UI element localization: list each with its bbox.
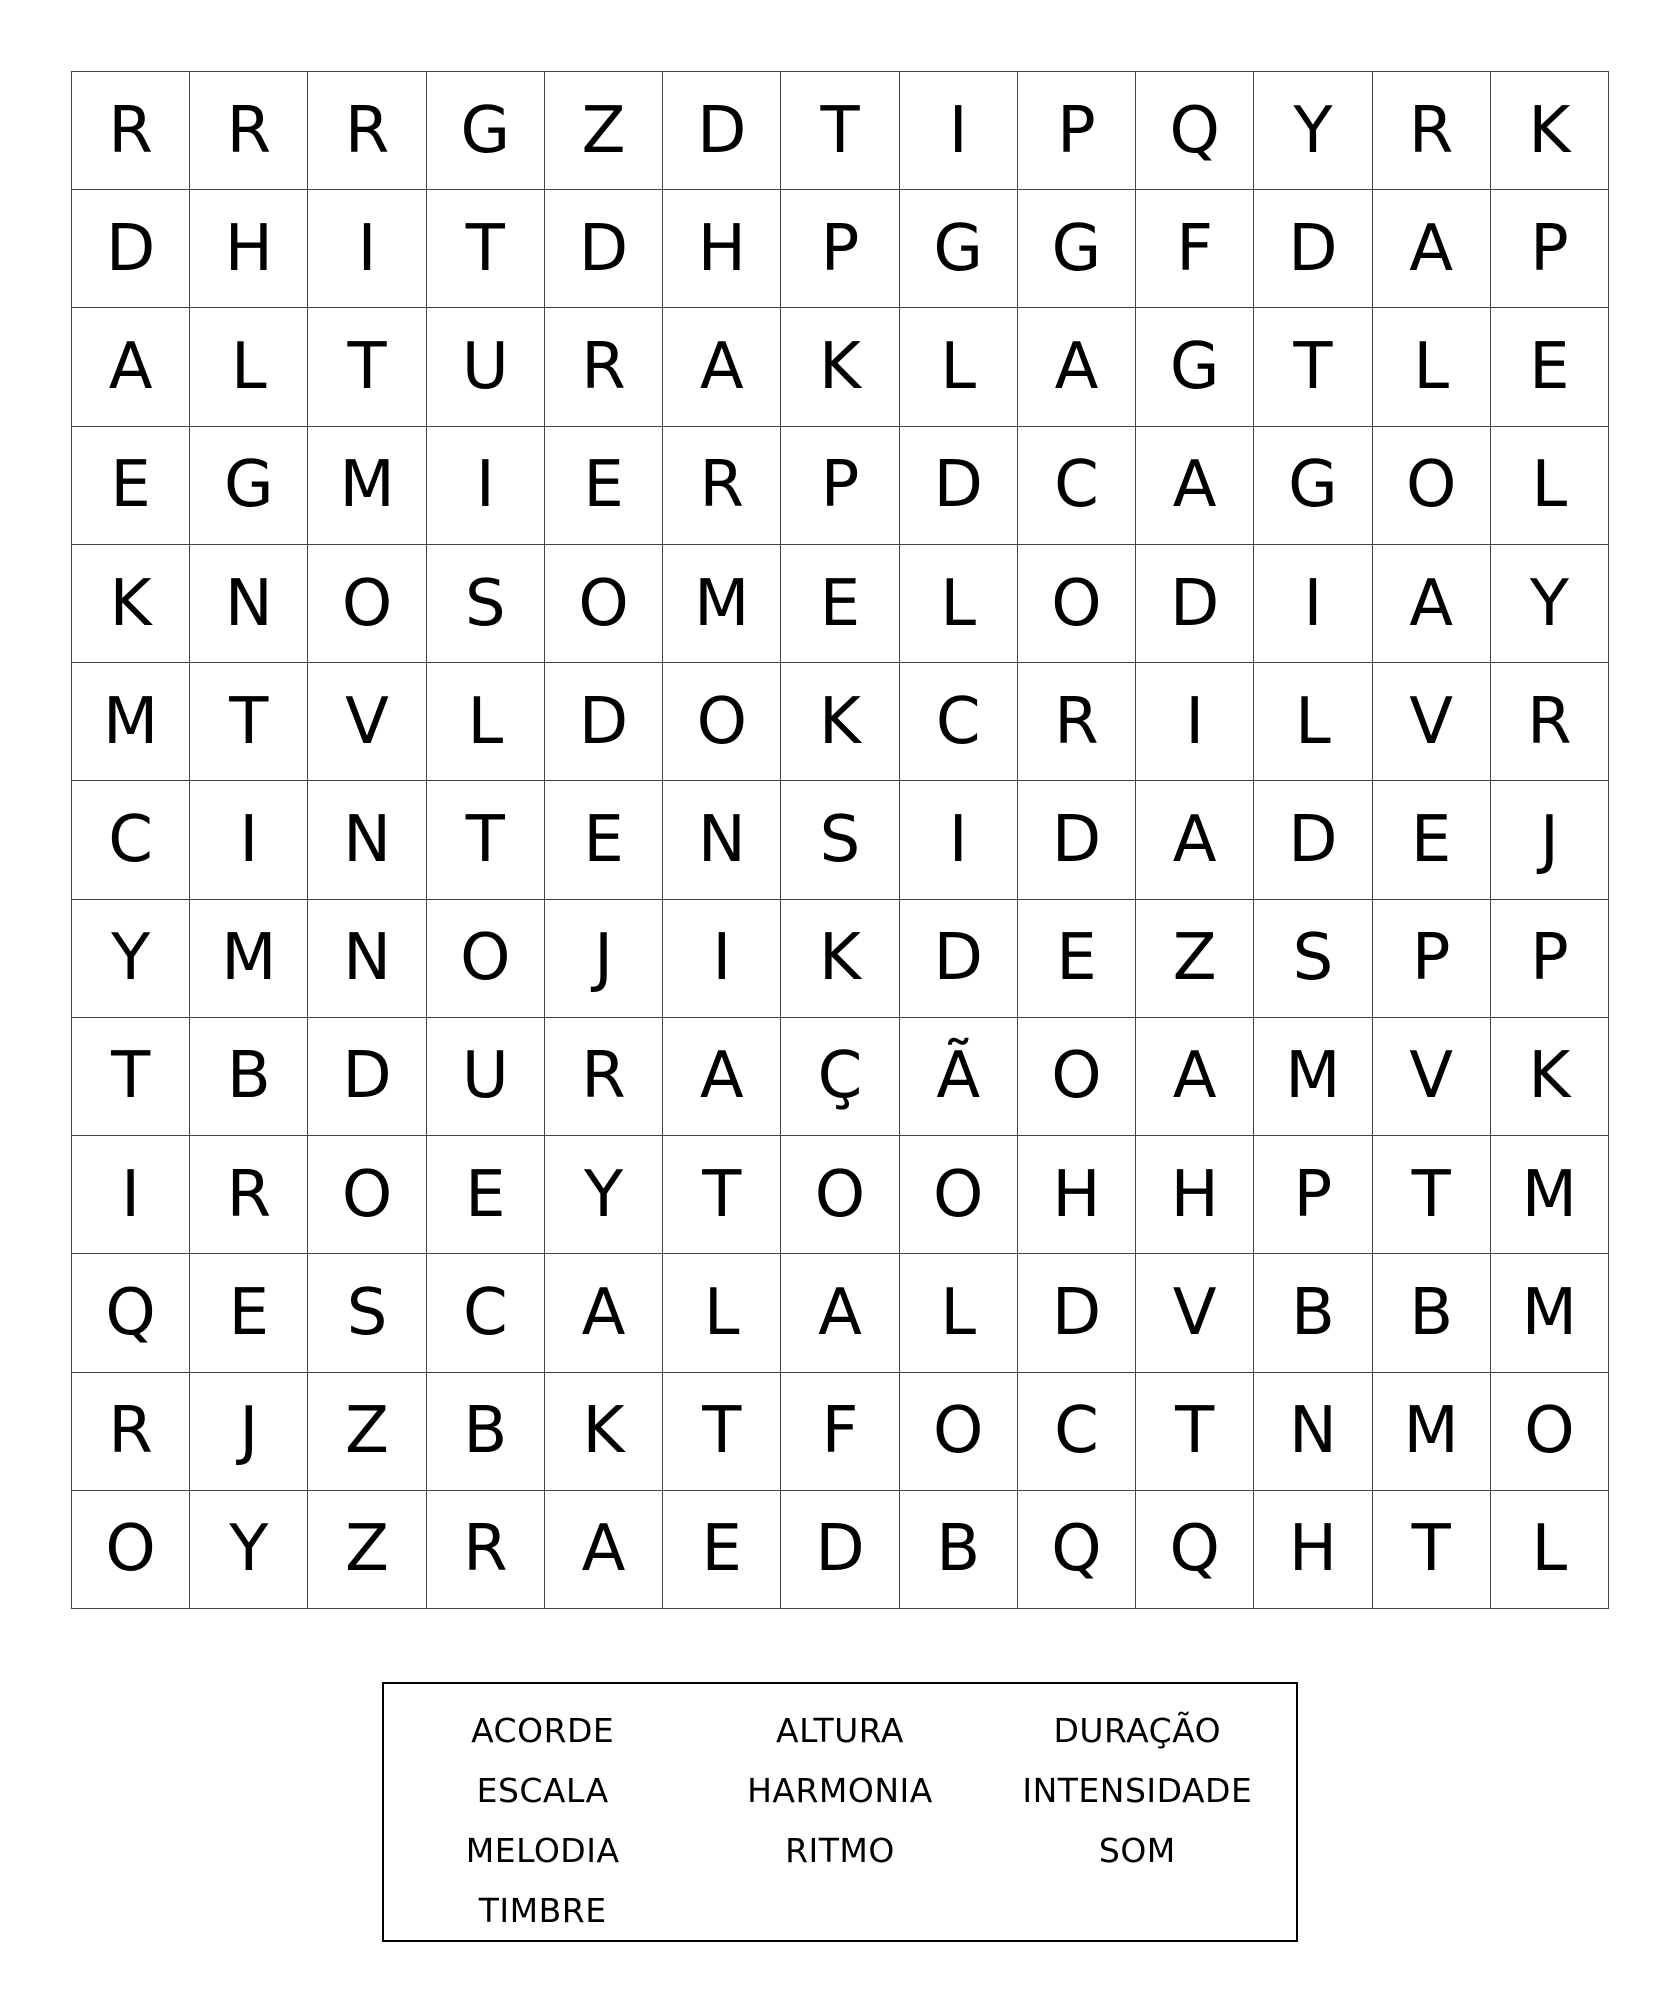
grid-cell[interactable]: C [1018,427,1136,545]
grid-cell[interactable]: H [1254,1491,1372,1609]
grid-cell[interactable]: K [781,308,899,426]
grid-cell[interactable]: L [663,1254,781,1372]
grid-cell[interactable]: H [663,190,781,308]
grid-cell[interactable]: F [781,1373,899,1491]
grid-cell[interactable]: Y [1491,545,1609,663]
grid-cell[interactable]: R [1491,663,1609,781]
grid-cell[interactable]: O [545,545,663,663]
grid-cell[interactable]: K [781,663,899,781]
grid-cell[interactable]: O [900,1136,1018,1254]
word-list-item: ACORDE [471,1710,615,1750]
grid-cell[interactable]: M [72,663,190,781]
grid-cell[interactable]: H [1018,1136,1136,1254]
grid-cell[interactable]: R [663,427,781,545]
grid-cell[interactable]: T [663,1373,781,1491]
grid-cell[interactable]: J [545,900,663,1018]
grid-cell[interactable]: I [1136,663,1254,781]
grid-cell[interactable]: Ç [781,1018,899,1136]
grid-cell[interactable]: R [308,72,426,190]
grid-cell[interactable]: T [663,1136,781,1254]
grid-cell[interactable]: O [663,663,781,781]
grid-cell[interactable]: Y [72,900,190,1018]
grid-cell[interactable]: F [1136,190,1254,308]
grid-cell[interactable]: R [1018,663,1136,781]
grid-cell[interactable]: B [900,1491,1018,1609]
grid-cell[interactable]: M [1491,1254,1609,1372]
grid-cell[interactable]: V [308,663,426,781]
grid-cell[interactable]: M [1254,1018,1372,1136]
word-list-item: ESCALA [476,1770,609,1810]
grid-cell[interactable]: T [308,308,426,426]
grid-cell[interactable]: P [781,190,899,308]
grid-cell[interactable]: T [1373,1491,1491,1609]
grid-cell[interactable]: I [1254,545,1372,663]
grid-cell[interactable]: Q [1136,72,1254,190]
grid-cell[interactable]: M [663,545,781,663]
grid-cell[interactable]: A [663,1018,781,1136]
grid-cell[interactable]: I [190,781,308,899]
grid-cell[interactable]: R [72,72,190,190]
grid-cell[interactable]: D [545,663,663,781]
grid-cell[interactable]: P [1491,190,1609,308]
grid-cell[interactable]: Y [1254,72,1372,190]
grid-cell[interactable]: O [427,900,545,1018]
grid-cell[interactable]: A [781,1254,899,1372]
grid-cell[interactable]: D [900,900,1018,1018]
grid-cell[interactable]: A [72,308,190,426]
grid-cell[interactable]: Ã [900,1018,1018,1136]
word-list-item: ALTURA [776,1710,904,1750]
grid-cell[interactable]: L [900,545,1018,663]
grid-cell[interactable]: A [1136,781,1254,899]
grid-cell[interactable]: K [72,545,190,663]
grid-cell[interactable]: D [900,427,1018,545]
grid-cell[interactable]: A [545,1254,663,1372]
grid-cell[interactable]: M [1491,1136,1609,1254]
grid-cell[interactable]: G [900,190,1018,308]
grid-cell[interactable]: G [1018,190,1136,308]
grid-cell[interactable]: R [545,308,663,426]
grid-cell[interactable]: L [1491,1491,1609,1609]
grid-cell[interactable]: A [1018,308,1136,426]
grid-cell[interactable]: G [1254,427,1372,545]
grid-cell[interactable]: C [427,1254,545,1372]
grid-cell[interactable]: C [72,781,190,899]
grid-cell[interactable]: I [663,900,781,1018]
grid-cell[interactable]: O [1373,427,1491,545]
grid-cell[interactable]: L [427,663,545,781]
word-search-grid [71,71,1609,1609]
grid-cell[interactable]: D [308,1018,426,1136]
grid-cell[interactable]: Q [1136,1491,1254,1609]
grid-cell[interactable]: L [900,1254,1018,1372]
grid-cell[interactable]: D [663,72,781,190]
grid-cell[interactable]: B [1254,1254,1372,1372]
grid-cell[interactable]: D [1018,781,1136,899]
grid-cell[interactable]: R [190,72,308,190]
grid-cell[interactable]: I [900,72,1018,190]
grid-cell[interactable]: S [427,545,545,663]
grid-cell[interactable]: O [72,1491,190,1609]
grid-cell[interactable]: P [1254,1136,1372,1254]
grid-cell[interactable]: A [1136,427,1254,545]
grid-cell[interactable]: C [900,663,1018,781]
grid-cell[interactable]: L [1373,308,1491,426]
grid-cell[interactable]: P [1491,900,1609,1018]
word-list [382,1682,1298,1942]
grid-cell[interactable]: K [1491,72,1609,190]
grid-cell[interactable]: J [1491,781,1609,899]
grid-cell[interactable]: O [781,1136,899,1254]
grid-cell[interactable]: D [545,190,663,308]
grid-cell[interactable]: B [190,1018,308,1136]
grid-cell[interactable]: I [900,781,1018,899]
word-list-item: INTENSIDADE [1022,1770,1253,1810]
grid-cell[interactable]: D [72,190,190,308]
grid-cell[interactable]: V [1373,1018,1491,1136]
grid-cell[interactable]: R [1373,72,1491,190]
grid-cell[interactable]: E [1018,900,1136,1018]
grid-cell[interactable]: M [190,900,308,1018]
grid-cell[interactable]: D [1018,1254,1136,1372]
grid-cell[interactable]: T [1136,1373,1254,1491]
grid-cell[interactable]: Z [1136,900,1254,1018]
grid-cell[interactable]: B [1373,1254,1491,1372]
grid-cell[interactable]: R [427,1491,545,1609]
grid-cell[interactable]: T [1254,308,1372,426]
word-list-item: RITMO [785,1830,895,1870]
grid-cell[interactable]: P [781,427,899,545]
grid-cell[interactable]: R [545,1018,663,1136]
grid-cell[interactable]: O [1018,1018,1136,1136]
grid-cell[interactable]: O [308,1136,426,1254]
grid-cell[interactable]: V [1373,663,1491,781]
grid-cell[interactable]: K [781,900,899,1018]
grid-cell[interactable]: Z [545,72,663,190]
grid-cell[interactable]: K [545,1373,663,1491]
grid-cell[interactable]: Y [545,1136,663,1254]
grid-cell[interactable]: T [427,781,545,899]
grid-cell[interactable]: Y [190,1491,308,1609]
grid-cell[interactable]: M [1373,1373,1491,1491]
grid-cell[interactable]: J [190,1373,308,1491]
grid-cell[interactable]: T [427,190,545,308]
grid-cell[interactable]: Z [308,1491,426,1609]
grid-cell[interactable]: P [1018,72,1136,190]
grid-cell[interactable]: A [1373,545,1491,663]
grid-cell[interactable]: E [1491,308,1609,426]
grid-cell[interactable]: A [1373,190,1491,308]
grid-cell[interactable]: N [1254,1373,1372,1491]
grid-cell[interactable]: T [1373,1136,1491,1254]
grid-cell[interactable]: K [1491,1018,1609,1136]
grid-cell[interactable]: D [1254,781,1372,899]
word-list-item: MELODIA [465,1830,620,1870]
grid-cell[interactable]: N [308,781,426,899]
grid-cell[interactable]: I [427,427,545,545]
word-list-item: DURAÇÃO [1053,1710,1222,1750]
grid-cell[interactable]: E [1373,781,1491,899]
grid-cell[interactable]: T [190,663,308,781]
grid-cell[interactable]: I [308,190,426,308]
grid-cell[interactable]: E [781,545,899,663]
word-list-item: SOM [1098,1830,1176,1870]
grid-cell[interactable]: Q [72,1254,190,1372]
grid-cell[interactable]: S [1254,900,1372,1018]
grid-cell[interactable]: T [781,72,899,190]
grid-cell[interactable]: G [427,72,545,190]
word-list-item: HARMONIA [747,1770,933,1810]
grid-cell[interactable]: O [1018,545,1136,663]
grid-cell[interactable]: L [900,308,1018,426]
grid-cell[interactable]: S [781,781,899,899]
grid-cell[interactable]: U [427,308,545,426]
grid-cell[interactable]: U [427,1018,545,1136]
grid-cell[interactable]: P [1373,900,1491,1018]
grid-cell[interactable]: A [1136,1018,1254,1136]
grid-cell[interactable]: O [900,1373,1018,1491]
grid-cell[interactable]: L [190,308,308,426]
grid-cell[interactable]: B [427,1373,545,1491]
grid-cell[interactable]: L [1491,427,1609,545]
grid-cell[interactable]: T [72,1018,190,1136]
grid-cell[interactable]: Q [1018,1491,1136,1609]
grid-cell[interactable]: H [190,190,308,308]
grid-cell[interactable]: V [1136,1254,1254,1372]
grid-cell[interactable]: E [427,1136,545,1254]
grid-cell[interactable]: E [545,781,663,899]
grid-cell[interactable]: O [1491,1373,1609,1491]
grid-cell[interactable]: O [308,545,426,663]
word-list-item: TIMBRE [478,1890,607,1930]
grid-cell[interactable]: N [663,781,781,899]
grid-cell[interactable]: N [190,545,308,663]
grid-cell[interactable]: I [72,1136,190,1254]
grid-cell[interactable]: Z [308,1373,426,1491]
grid-cell[interactable]: S [308,1254,426,1372]
grid-cell[interactable]: D [781,1491,899,1609]
grid-cell[interactable]: H [1136,1136,1254,1254]
grid-cell[interactable]: M [308,427,426,545]
grid-cell[interactable]: A [545,1491,663,1609]
grid-cell[interactable]: E [545,427,663,545]
grid-cell[interactable]: R [190,1136,308,1254]
grid-cell[interactable]: E [72,427,190,545]
grid-cell[interactable]: G [1136,308,1254,426]
grid-cell[interactable]: R [72,1373,190,1491]
grid-cell[interactable]: G [190,427,308,545]
grid-cell[interactable]: A [663,308,781,426]
grid-cell[interactable]: L [1254,663,1372,781]
grid-cell[interactable]: C [1018,1373,1136,1491]
grid-cell[interactable]: N [308,900,426,1018]
grid-cell[interactable]: D [1136,545,1254,663]
grid-cell[interactable]: E [190,1254,308,1372]
grid-cell[interactable]: E [663,1491,781,1609]
grid-cell[interactable]: D [1254,190,1372,308]
